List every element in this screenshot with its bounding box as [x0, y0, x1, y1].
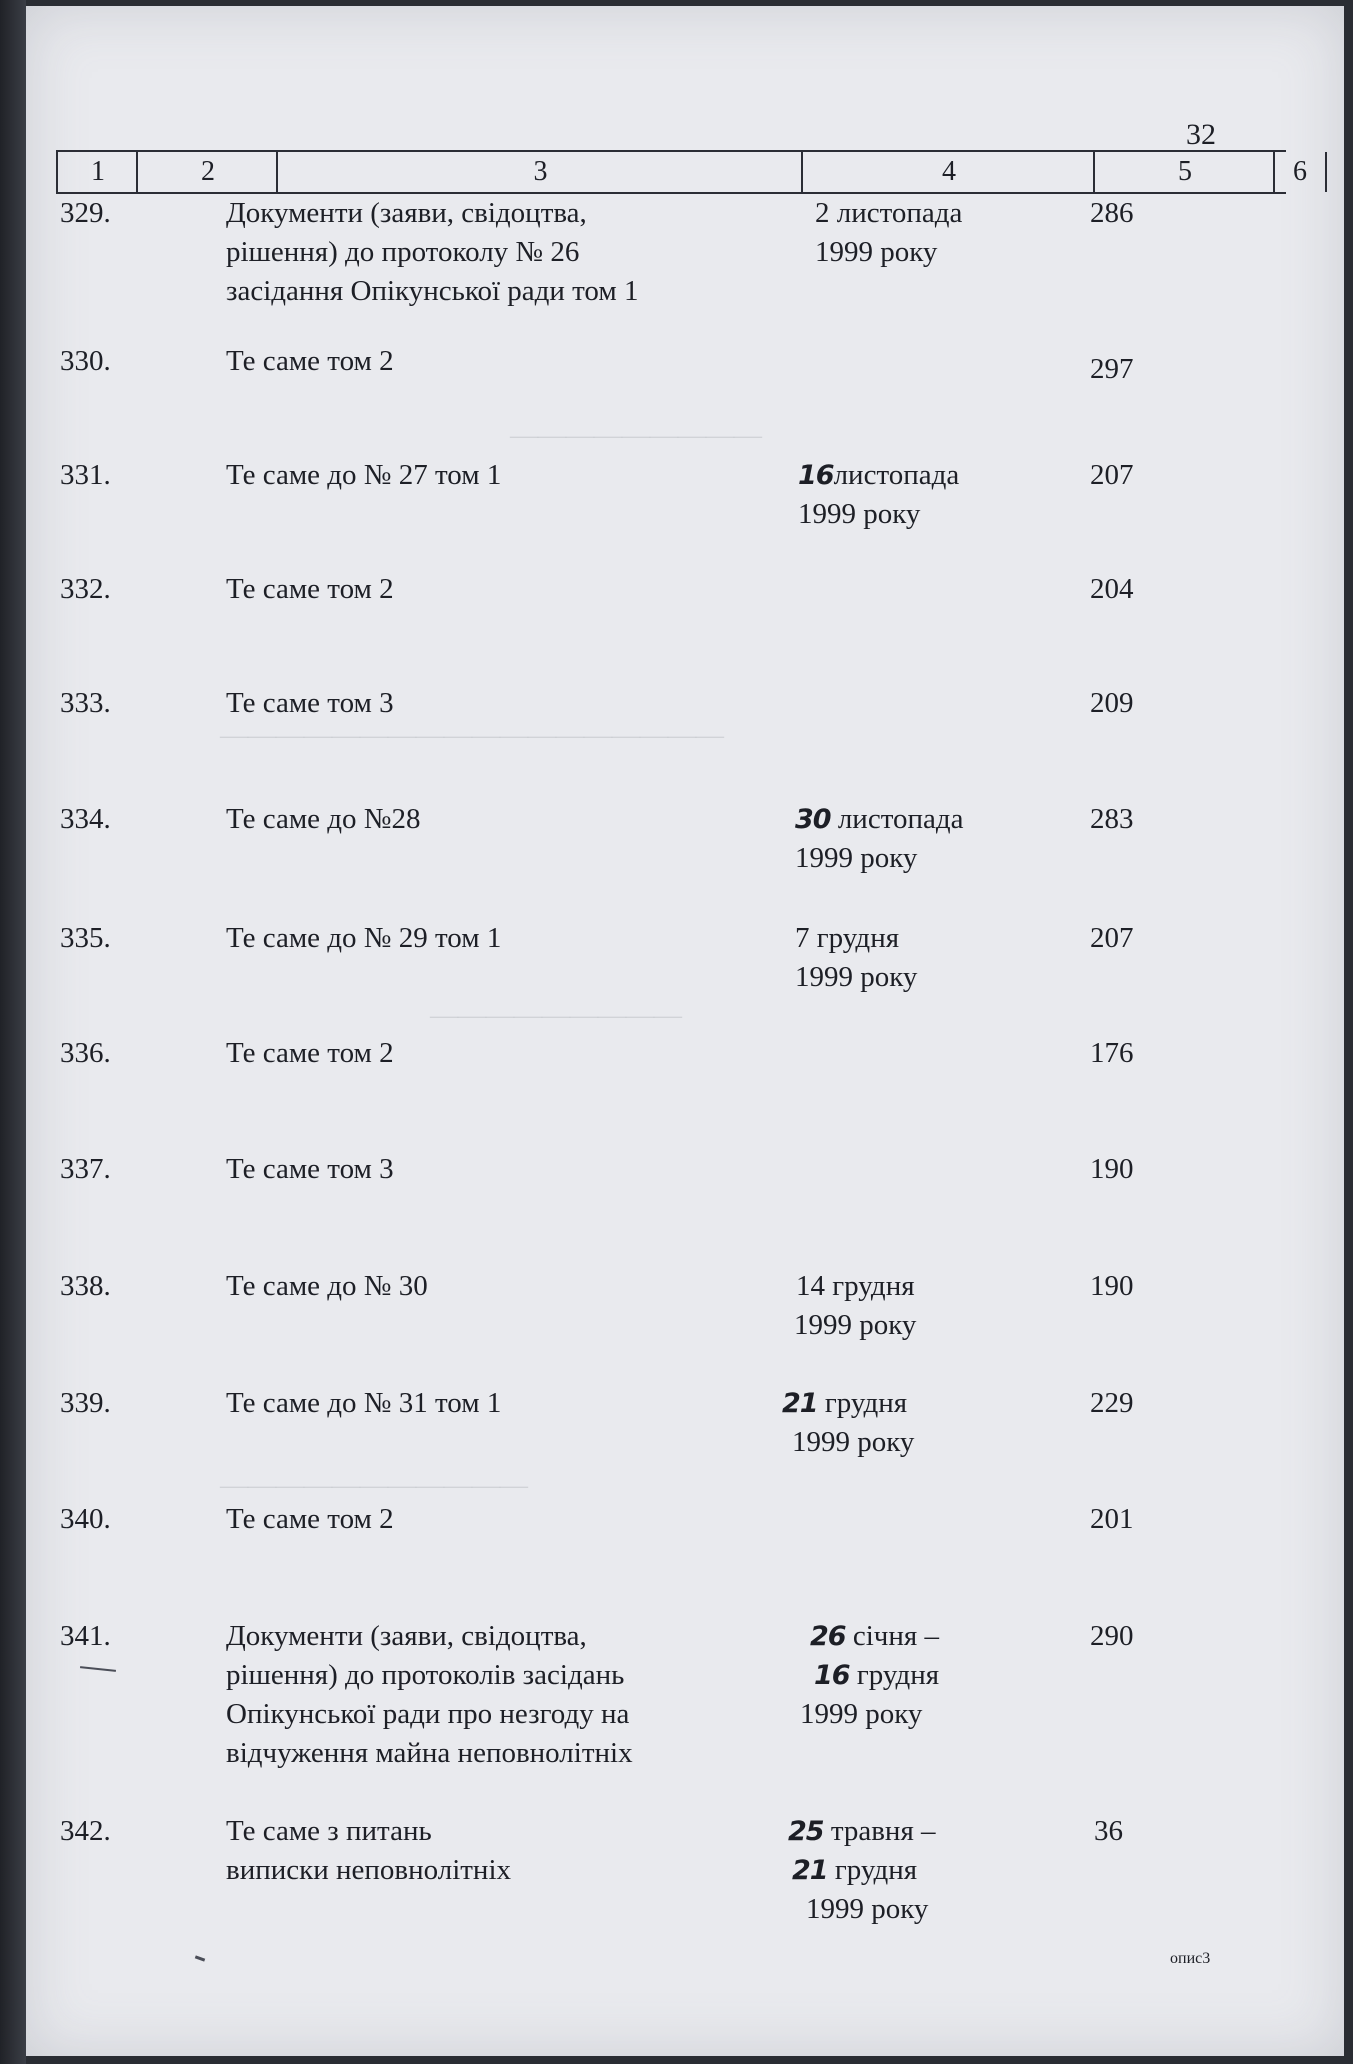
row-date: 16листопада 1999 року	[798, 459, 960, 530]
row-sheets: 283	[1090, 803, 1134, 835]
bleed-through: ——————————————————	[220, 720, 724, 751]
row-number: 334.	[60, 803, 111, 835]
row-title: Документи (заяви, свідоцтва, рішення) до протоколів засідань Опікунської ради про незгоду на відчуження майна неповнолітніх	[226, 1620, 633, 1769]
row-number: 333.	[60, 687, 111, 719]
row-title: Те саме до № 27 том 1	[226, 459, 502, 491]
row-number: 342.	[60, 1815, 111, 1847]
row-sheets: 209	[1090, 687, 1134, 719]
handwritten-day: 16	[814, 1660, 850, 1691]
row-sheets: 297	[1090, 353, 1134, 385]
row-title: Те саме том 3	[226, 687, 394, 719]
row-number: 336.	[60, 1037, 111, 1069]
header-col-5: 5	[1093, 152, 1275, 192]
row-number: 329.	[60, 197, 111, 229]
row-number: 340.	[60, 1503, 111, 1535]
row-sheets: 190	[1090, 1270, 1134, 1302]
row-title: Те саме до № 31 том 1	[226, 1387, 502, 1419]
row-title: Те саме з питань виписки неповнолітніх	[226, 1815, 512, 1886]
row-date: 26 січня – 16 грудня 1999 року	[800, 1620, 940, 1730]
header-col-4: 4	[801, 152, 1095, 192]
row-title: Те саме том 2	[226, 1503, 394, 1535]
handwritten-day: 21	[782, 1388, 818, 1419]
row-sheets: 290	[1090, 1620, 1134, 1652]
row-sheets: 286	[1090, 197, 1134, 229]
row-title: Те саме до №28	[226, 803, 421, 835]
row-number: 331.	[60, 459, 111, 491]
row-number: 339.	[60, 1387, 111, 1419]
row-title: Документи (заяви, свідоцтва, рішення) до протоколу № 26 засідання Опікунської ради том 1	[226, 197, 639, 307]
row-date: 2 листопада 1999 року	[815, 197, 963, 268]
page-edge-shadow	[0, 0, 26, 2064]
row-sheets: 229	[1090, 1387, 1134, 1419]
row-number: 332.	[60, 573, 111, 605]
row-sheets: 190	[1090, 1153, 1134, 1185]
handwritten-day: 26	[810, 1621, 846, 1652]
row-sheets: 204	[1090, 573, 1134, 605]
row-sheets: 207	[1090, 459, 1134, 491]
row-date: 30 листопада 1999 року	[795, 803, 964, 874]
row-sheets: 201	[1090, 1503, 1134, 1535]
row-number: 341.	[60, 1620, 111, 1652]
header-col-1: 1	[56, 152, 138, 192]
row-sheets: 207	[1090, 922, 1134, 954]
row-number: 338.	[60, 1270, 111, 1302]
row-title: Те саме до № 29 том 1	[226, 922, 502, 954]
row-title: Те саме том 2	[226, 345, 394, 377]
row-date: 21 грудня 1999 року	[782, 1387, 915, 1458]
bleed-through: —————————	[510, 420, 762, 451]
handwritten-day: 30	[795, 804, 831, 835]
page-number: 32	[1186, 118, 1216, 151]
header-col-6: 6	[1273, 152, 1327, 192]
footer-label: опис3	[1170, 1950, 1211, 1967]
row-sheets: 36	[1094, 1815, 1123, 1847]
handwritten-day: 21	[792, 1855, 828, 1886]
handwritten-day: 16	[798, 460, 834, 491]
row-title: Те саме том 2	[226, 1037, 394, 1069]
row-sheets: 176	[1090, 1037, 1134, 1069]
row-title: Те саме до № 30	[226, 1270, 428, 1302]
row-number: 330.	[60, 345, 111, 377]
bleed-through: —————————	[430, 1000, 682, 1031]
row-date: 7 грудня 1999 року	[795, 922, 918, 993]
row-number: 337.	[60, 1153, 111, 1185]
row-date: 14 грудня 1999 року	[794, 1270, 917, 1341]
header-col-2: 2	[136, 152, 278, 192]
row-title: Те саме том 2	[226, 573, 394, 605]
row-title: Те саме том 3	[226, 1153, 394, 1185]
header-col-3: 3	[276, 152, 803, 192]
bleed-through: ———————————	[220, 1470, 528, 1501]
table-header	[56, 150, 1307, 194]
handwritten-day: 25	[788, 1816, 824, 1847]
row-number: 335.	[60, 922, 111, 954]
row-date: 25 травня – 21 грудня 1999 року	[788, 1815, 936, 1925]
